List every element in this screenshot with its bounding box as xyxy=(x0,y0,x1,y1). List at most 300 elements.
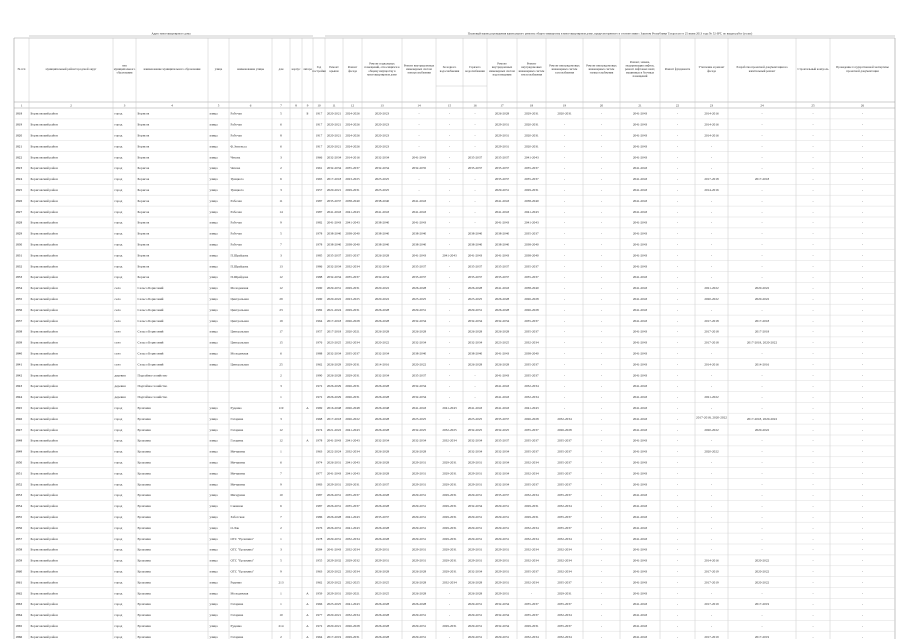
column-number: 10 xyxy=(317,103,321,108)
table-cell: 2041-2043 xyxy=(442,405,457,410)
table-cell: Молодежная xyxy=(230,591,249,596)
table-cell: 2020-2022 xyxy=(326,296,342,301)
table-cell: 2032-2034 xyxy=(557,416,572,421)
table-cell: 2035-2037 xyxy=(557,482,572,487)
table-cell: 2041-2043 xyxy=(345,220,360,225)
table-cell: - xyxy=(448,634,451,639)
table-cell: 2026-2028 xyxy=(524,307,539,312)
table-cell: 25 xyxy=(279,362,283,367)
table-cell: 2035-2037 xyxy=(557,580,572,585)
table-cell: Урицкого xyxy=(230,177,244,182)
table-cell: 17 xyxy=(279,329,283,334)
table-cell: - xyxy=(812,569,814,574)
table-cell: Борисовский район xyxy=(30,493,58,498)
table-cell: - xyxy=(761,384,763,389)
table-cell: 2020-2022 xyxy=(704,427,719,432)
table-cell: 2041-2043 xyxy=(345,438,360,443)
table-cell: - xyxy=(861,111,864,116)
table-cell: улица xyxy=(209,427,218,432)
table-cell: 2035-2037 xyxy=(524,275,539,280)
table-cell: - xyxy=(676,209,679,214)
table-cell: улица xyxy=(209,144,218,149)
table-cell: Борисовский район xyxy=(30,591,58,596)
table-cell: А xyxy=(306,405,309,410)
table-cell: - xyxy=(600,623,603,628)
table-cell: 2032-2034 xyxy=(345,264,360,269)
table-cell: 2032-2034 xyxy=(524,547,539,552)
table-cell: 2020-2022 xyxy=(326,569,342,574)
table-cell: город xyxy=(114,242,123,247)
table-cell: Борисовский район xyxy=(30,504,58,509)
table-cell: 2041-2043 xyxy=(494,220,510,225)
table-cell: город xyxy=(114,166,123,171)
table-cell: - xyxy=(861,384,864,389)
table-cell: 2029-2031 xyxy=(524,623,539,628)
table-cell: - xyxy=(448,275,451,280)
table-cell: 2014-2016 xyxy=(704,133,719,138)
table-cell: - xyxy=(600,111,603,116)
row-number: 1821 xyxy=(15,144,23,149)
table-cell: 2041-2043 xyxy=(632,449,648,454)
table-cell: Руденко xyxy=(230,405,242,410)
table-cell: 2038-2040 xyxy=(411,242,427,247)
table-cell: Борисовский район xyxy=(30,351,58,356)
table-cell: 2041-2043 xyxy=(494,384,510,389)
table-cell: Мичурина xyxy=(230,493,246,498)
column-header: Ремонт внутридомовых инженерных систем электроснабжения xyxy=(403,63,435,75)
table-cell: 2032-2025 xyxy=(411,427,427,432)
column-header: Год постройки xyxy=(312,65,326,73)
table-cell: город xyxy=(114,591,123,596)
table-cell: 13 xyxy=(279,264,283,269)
table-cell: 1 xyxy=(280,395,282,400)
table-cell: город xyxy=(114,493,123,498)
table-cell: 2035-2037 xyxy=(557,471,572,476)
table-cell: 2035-2037 xyxy=(524,449,539,454)
row-number: 1842 xyxy=(15,373,23,378)
table-cell: 2020-2021 xyxy=(326,144,342,149)
table-cell: Ерлахина xyxy=(137,427,151,432)
table-cell: 2029-2031 xyxy=(524,504,539,509)
table-cell: 2026-2028 xyxy=(374,504,390,509)
table-cell: ОТС "Ерлахина" xyxy=(230,558,254,563)
table-cell: 2035-2037 xyxy=(326,198,342,203)
table-cell: - xyxy=(676,395,679,400)
table-cell: - xyxy=(676,613,679,618)
table-cell: - xyxy=(761,449,763,454)
table-cell: Урицкого xyxy=(230,187,244,192)
table-cell: 2029-2031 xyxy=(411,623,427,628)
table-cell: 2035-2037 xyxy=(524,177,539,182)
table-cell: 2032-2034 xyxy=(374,373,390,378)
table-cell: - xyxy=(448,166,451,171)
table-cell: 2035-2037 xyxy=(524,264,539,269)
table-cell: Ерлахина xyxy=(137,623,151,628)
table-cell: 2032-2034 xyxy=(467,340,483,345)
table-cell: - xyxy=(418,187,420,192)
table-cell: - xyxy=(448,209,451,214)
table-cell: - xyxy=(600,405,603,410)
table-cell: - xyxy=(448,613,451,618)
table-cell: О.Лак xyxy=(230,525,240,530)
table-cell: улица xyxy=(209,504,218,509)
table-cell: - xyxy=(563,405,566,410)
table-cell: - xyxy=(676,471,679,476)
table-cell: 2041-2043 xyxy=(632,416,648,421)
table-cell: - xyxy=(600,340,603,345)
table-cell: - xyxy=(676,318,679,323)
table-cell: улица xyxy=(209,242,218,247)
table-cell: 2038-2040 xyxy=(345,198,360,203)
table-cell: - xyxy=(474,111,476,116)
table-cell: - xyxy=(448,329,451,334)
table-cell: - xyxy=(563,329,566,334)
table-cell: 2038-2040 xyxy=(411,231,427,236)
table-cell: - xyxy=(418,144,420,149)
table-cell: - xyxy=(448,362,451,367)
column-number: 11 xyxy=(332,103,336,108)
table-cell: улица xyxy=(209,198,218,203)
column-number: 6 xyxy=(249,103,252,108)
table-cell: 2026-2029 xyxy=(326,395,342,400)
table-cell: 2035-2037 xyxy=(524,482,539,487)
table-cell: - xyxy=(676,460,679,465)
table-cell: 2041-2043 xyxy=(632,220,648,225)
table-cell: 2041-2043 xyxy=(524,220,539,225)
table-cell: 2029-2031 xyxy=(494,536,510,541)
table-cell: Заботская xyxy=(230,514,245,519)
table-cell: 2014-2016 xyxy=(754,362,770,367)
table-cell: - xyxy=(761,405,763,410)
table-cell: улица xyxy=(209,438,218,443)
table-cell: 2041-2043 xyxy=(524,155,539,160)
table-cell: 1977 xyxy=(315,613,323,618)
table-cell: - xyxy=(676,307,679,312)
table-cell: - xyxy=(861,220,864,225)
table-cell: 2017-2018 xyxy=(326,177,342,182)
table-cell: 2032-2034 xyxy=(524,525,539,530)
table-cell: 2 xyxy=(280,634,282,639)
table-cell: - xyxy=(861,340,864,345)
table-cell: 2032-2034 xyxy=(557,536,572,541)
table-cell: 2032-2034 xyxy=(345,340,360,345)
table-cell: 2032-2034 xyxy=(467,504,483,509)
table-cell: город xyxy=(114,460,123,465)
table-cell: 2026-2028 xyxy=(374,307,390,312)
table-cell: - xyxy=(861,177,864,182)
table-cell: - xyxy=(861,144,864,149)
table-cell: Гагарина xyxy=(230,438,244,443)
table-cell: город xyxy=(114,122,123,127)
table-cell: 2032-2034 xyxy=(326,155,342,160)
table-cell: 2029-2031 xyxy=(494,514,510,519)
table-cell: 2032-2034 xyxy=(442,438,457,443)
table-cell: 2029-2031 xyxy=(326,286,342,291)
row-number: 1826 xyxy=(15,198,23,203)
table-cell: - xyxy=(812,373,814,378)
table-cell: - xyxy=(710,209,713,214)
table-cell: 2026-2028 xyxy=(411,286,427,291)
table-cell: 2038-2040 xyxy=(467,351,483,356)
table-cell: - xyxy=(812,144,814,149)
table-cell: Борисов xyxy=(137,177,150,182)
table-cell: 2032-2034 xyxy=(524,384,539,389)
row-number: 1828 xyxy=(15,220,23,225)
table-cell: 7 xyxy=(280,471,282,476)
row-number: 1830 xyxy=(15,242,23,247)
table-cell: - xyxy=(448,591,451,596)
table-cell: город xyxy=(114,471,123,476)
table-cell: 2020-2021 xyxy=(345,329,360,334)
table-cell: 2029-2031 xyxy=(411,634,427,639)
table-cell: - xyxy=(761,623,763,628)
table-cell: Сельсо Борисовий xyxy=(137,340,164,345)
table-cell: - xyxy=(563,198,566,203)
table-cell: - xyxy=(563,296,566,301)
table-cell: 2026-2028 xyxy=(326,514,342,519)
table-cell: Ерлахина xyxy=(137,405,151,410)
row-number: 1853 xyxy=(15,493,23,498)
table-cell: Борисов xyxy=(137,155,150,160)
table-cell: село xyxy=(114,329,121,334)
table-cell: - xyxy=(761,373,763,378)
table-cell: 2032-2034 xyxy=(494,318,510,323)
column-header: Ремонт внутридомовых инженерных систем водоотведения xyxy=(489,61,515,77)
table-cell: - xyxy=(676,634,679,639)
table-cell: - xyxy=(710,275,713,280)
table-cell: - xyxy=(676,198,679,203)
table-cell: 2032-2034 xyxy=(494,471,510,476)
table-cell: П.Шрайдова xyxy=(230,253,249,258)
table-cell: 2024-2026 xyxy=(345,122,360,127)
row-number: 1843 xyxy=(15,384,23,389)
table-cell: 2026-2028 xyxy=(345,623,360,628)
table-cell: улица xyxy=(209,264,218,269)
table-cell: - xyxy=(563,340,566,345)
row-number: 1829 xyxy=(15,231,23,236)
table-cell: улица xyxy=(209,253,218,258)
column-header: Проведение государственной экспертизы проектной документации xyxy=(836,65,889,73)
table-cell: Гагарина xyxy=(230,416,244,421)
table-cell: 2038-2040 xyxy=(411,351,427,356)
table-cell: 2041-2043 xyxy=(632,493,648,498)
table-cell: Ф.Энгельса xyxy=(230,144,247,149)
table-cell: - xyxy=(600,296,603,301)
table-cell: 2029-2031 xyxy=(467,623,483,628)
table-cell: - xyxy=(600,122,603,127)
table-cell: 2020-2021 xyxy=(326,623,342,628)
table-cell: 2021-2022 xyxy=(704,395,719,400)
table-cell: 3 xyxy=(280,384,282,389)
table-cell: - xyxy=(448,449,451,454)
table-cell: 2041-2043 xyxy=(524,209,539,214)
table-cell: 15 xyxy=(279,340,283,345)
table-cell: 2035-2037 xyxy=(494,264,510,269)
table-cell: 1 xyxy=(280,602,282,607)
table-cell: - xyxy=(600,220,603,225)
table-cell: - xyxy=(710,155,713,160)
column-number: 26 xyxy=(860,103,865,108)
table-cell: улица xyxy=(209,296,218,301)
table-cell: 2041-2043 xyxy=(632,296,648,301)
table-cell: - xyxy=(861,558,864,563)
table-cell: Борисовский район xyxy=(30,395,58,400)
row-number: 1859 xyxy=(15,558,23,563)
table-cell: - xyxy=(812,449,814,454)
table-cell: 2026-2028 xyxy=(467,286,483,291)
table-cell: 2029-2031 xyxy=(411,460,427,465)
table-cell: Центральная xyxy=(230,296,249,301)
table-cell: - xyxy=(676,340,679,345)
table-cell: город xyxy=(114,220,123,225)
table-cell: - xyxy=(418,133,420,138)
table-cell: 2041-2043 xyxy=(326,220,342,225)
column-number: 13 xyxy=(380,103,384,108)
table-cell: - xyxy=(710,471,713,476)
row-number: 1865 xyxy=(15,623,23,628)
table-cell: 2026-2028 xyxy=(557,427,572,432)
table-cell: - xyxy=(676,231,679,236)
table-cell: Борисовский район xyxy=(30,547,58,552)
table-cell: 2029-2031 xyxy=(467,460,483,465)
table-cell: город xyxy=(114,623,123,628)
table-cell: 2035-2037 xyxy=(524,373,539,378)
table-cell: - xyxy=(563,286,566,291)
table-cell: 2026-2029 xyxy=(326,362,342,367)
table-cell: 2035-2037 xyxy=(524,427,539,432)
table-cell: - xyxy=(761,460,763,465)
table-cell: - xyxy=(812,602,814,607)
table-cell: 2017-2018 xyxy=(326,318,342,323)
row-number: 1820 xyxy=(15,133,23,138)
table-cell: 2017-2018 xyxy=(326,416,342,421)
table-cell: 2032-2034 xyxy=(345,536,360,541)
table-cell: 2023-2025 xyxy=(326,602,342,607)
table-cell: Ерлахина xyxy=(137,449,151,454)
table-cell: - xyxy=(676,623,679,628)
table-cell: 2032-2034 xyxy=(557,504,572,509)
table-cell: - xyxy=(600,416,603,421)
table-cell: 9 xyxy=(280,569,282,574)
table-cell: - xyxy=(676,591,679,596)
table-cell: 11 xyxy=(279,198,283,203)
table-cell: Ерлахина xyxy=(137,504,151,509)
table-cell: - xyxy=(861,329,864,334)
table-cell: Борисов xyxy=(137,111,150,116)
table-cell: 2026-2028 xyxy=(374,460,390,465)
table-cell: - xyxy=(861,209,864,214)
table-cell: Борисовский район xyxy=(30,373,58,378)
table-cell: 2029-2031 xyxy=(494,569,510,574)
table-cell: - xyxy=(812,580,814,585)
table-cell: город xyxy=(114,209,123,214)
table-cell: 2032-2034 xyxy=(326,275,342,280)
table-cell: - xyxy=(563,187,566,192)
table-cell: - xyxy=(761,144,763,149)
table-cell: 9 xyxy=(280,482,282,487)
table-cell: 1962 xyxy=(315,362,323,367)
table-cell: - xyxy=(761,536,763,541)
table-cell: - xyxy=(861,514,864,519)
table-cell: - xyxy=(812,427,814,432)
table-cell: 2016-2048 xyxy=(326,405,342,410)
table-cell: 2020-2022 xyxy=(704,449,719,454)
row-number: 1831 xyxy=(15,253,23,258)
table-cell: 29 xyxy=(279,296,283,301)
table-cell: - xyxy=(676,122,679,127)
table-cell: 2038-2040 xyxy=(524,242,539,247)
table-cell: улица xyxy=(209,275,218,280)
table-cell: Борисовский район xyxy=(30,329,58,334)
table-cell: - xyxy=(761,122,763,127)
table-cell: город xyxy=(114,580,123,585)
table-cell: 2020-2031 xyxy=(524,122,539,127)
column-number: 4 xyxy=(171,103,173,108)
table-cell: 2026-2048 xyxy=(345,405,360,410)
table-cell: 2026-2028 xyxy=(411,449,427,454)
table-cell: 1917 xyxy=(315,111,323,116)
table-cell: - xyxy=(761,351,763,356)
table-cell: город xyxy=(114,438,123,443)
table-cell: 2029-2031 xyxy=(494,634,510,639)
table-cell: - xyxy=(812,253,814,258)
table-cell: 2029-2031 xyxy=(467,613,483,618)
table-cell: - xyxy=(563,395,566,400)
table-cell: - xyxy=(710,144,713,149)
table-cell: - xyxy=(600,286,603,291)
table-cell: деревня xyxy=(114,395,126,400)
table-cell: Подгайное хозяйство xyxy=(137,384,168,389)
table-cell: - xyxy=(761,591,763,596)
table-cell: 2026-2048 xyxy=(374,405,390,410)
table-cell: 2032-2034 xyxy=(467,438,483,443)
table-cell: - xyxy=(448,155,451,160)
table-cell: 2032-2034 xyxy=(374,264,390,269)
table-cell: 1961 xyxy=(315,166,323,171)
table-cell: - xyxy=(812,634,814,639)
table-cell: - xyxy=(474,122,476,127)
table-cell: 2041-2043 xyxy=(632,384,648,389)
row-number: 1850 xyxy=(15,460,23,465)
table-cell: 2020-2021 xyxy=(326,187,342,192)
table-cell: Ерлахина xyxy=(137,514,151,519)
table-cell: 2041-2043 xyxy=(632,253,648,258)
table-cell: улица xyxy=(209,569,218,574)
table-cell: - xyxy=(710,307,713,312)
table-cell: Сельсо Борисовий xyxy=(137,318,164,323)
row-number: 1852 xyxy=(15,482,23,487)
table-cell: улица xyxy=(209,602,218,607)
table-cell: - xyxy=(861,395,864,400)
table-cell: - xyxy=(861,634,864,639)
table-cell: Ерлахина xyxy=(137,591,151,596)
column-header: муниципальный район/городской округ xyxy=(45,67,97,71)
table-cell: 2041-2043 xyxy=(494,373,510,378)
table-cell: Борисовский район xyxy=(30,198,58,203)
table-cell: Борисовский район xyxy=(30,536,58,541)
table-cell: А xyxy=(306,602,309,607)
table-cell: 2035-2037 xyxy=(411,264,427,269)
table-cell: Борисовский район xyxy=(30,613,58,618)
table-cell: - xyxy=(812,460,814,465)
table-cell: - xyxy=(448,340,451,345)
table-cell: Борисов xyxy=(137,253,150,258)
table-cell: 2035-2037 xyxy=(467,155,483,160)
table-cell: 2032-2034 xyxy=(467,318,483,323)
table-cell: - xyxy=(600,177,603,182)
table-cell: 2041-2043 xyxy=(326,438,342,443)
table-cell: - xyxy=(861,351,864,356)
